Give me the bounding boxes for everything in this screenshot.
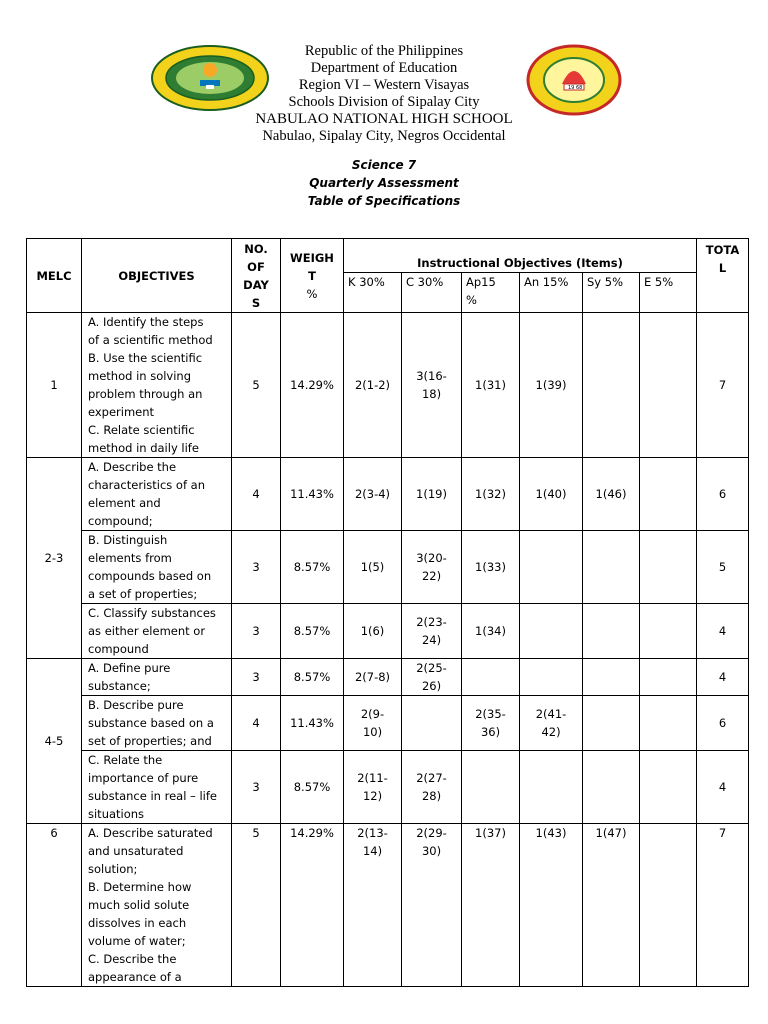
header-weight <box>281 239 344 313</box>
an-items-cell <box>520 458 583 531</box>
ap-items-cell <box>462 824 520 987</box>
table-row <box>27 824 749 987</box>
header-region: Region VI – Western Visayas <box>298 77 470 93</box>
item-range: 1(34) <box>475 624 506 638</box>
total-cell: 4 <box>697 604 749 659</box>
k-items-cell <box>344 604 402 659</box>
weight-cell: 8.57% <box>281 751 344 824</box>
e-items-cell <box>640 313 697 458</box>
header-total-line: TOTA <box>705 243 740 257</box>
ap-items-cell <box>462 458 520 531</box>
header-republic: Republic of the Philippines <box>304 43 464 59</box>
objective-line: as either element or <box>88 624 206 638</box>
header-application-line: Ap15 <box>466 275 496 289</box>
melc-cell: 6 <box>27 824 82 987</box>
c-items-cell <box>402 313 462 458</box>
weight-cell: 8.57% <box>281 604 344 659</box>
header-days-line: DAY <box>243 277 269 292</box>
sy-items-cell <box>583 458 640 531</box>
objective-line: solution; <box>88 862 138 876</box>
k-items-cell <box>344 458 402 531</box>
header-application <box>462 273 520 313</box>
days-cell: 3 <box>232 659 281 696</box>
item-range: 1(47) <box>595 826 627 840</box>
header-weight-line: WEIGH <box>290 250 334 265</box>
objective-line: substance based on a <box>88 716 214 730</box>
total-cell: 4 <box>697 659 749 696</box>
table-row <box>27 458 749 531</box>
item-range: 10) <box>362 725 383 739</box>
item-range: 1(6) <box>360 624 385 638</box>
objectives-cell <box>82 458 232 531</box>
melc-cell: 1 <box>27 313 82 458</box>
e-items-cell <box>640 604 697 659</box>
objective-line: A. Identify the steps <box>88 315 204 329</box>
ap-items-cell <box>462 531 520 604</box>
ap-items-cell <box>462 751 520 824</box>
objective-line: characteristics of an <box>88 478 206 492</box>
objective-line: C. Describe the <box>88 952 177 966</box>
header-weight-line: T <box>308 268 316 283</box>
objective-line: B. Use the scientific <box>88 351 203 365</box>
objective-line: substance; <box>88 679 151 693</box>
objective-line: of a scientific method <box>88 333 213 347</box>
item-range: 2(23- <box>416 615 447 629</box>
days-cell: 4 <box>232 696 281 751</box>
k-items-cell <box>344 824 402 987</box>
an-items-cell <box>520 604 583 659</box>
item-range: 2(25- <box>416 661 447 675</box>
header-total <box>697 239 749 313</box>
objective-line: A. Describe the <box>88 460 177 474</box>
days-cell: 5 <box>232 313 281 458</box>
table-row <box>27 313 749 458</box>
item-range: 2(7-8) <box>354 670 391 684</box>
days-cell: 3 <box>232 751 281 824</box>
item-range: 2(13- <box>357 826 388 840</box>
ap-items-cell <box>462 313 520 458</box>
c-items-cell <box>402 604 462 659</box>
subject-title: Science 7 <box>351 158 417 172</box>
objective-line: C. Classify substances <box>88 606 216 620</box>
sy-items-cell <box>583 824 640 987</box>
e-items-cell <box>640 458 697 531</box>
item-range: 3(20- <box>416 551 447 565</box>
objective-line: compound <box>88 642 149 656</box>
objective-line: A. Describe saturated <box>88 826 213 840</box>
header-comprehension: C 30% <box>402 273 462 313</box>
objective-line: A. Define pure <box>88 661 171 675</box>
header-synthesis: Sy 5% <box>583 273 640 313</box>
item-range: 3(16- <box>416 369 447 383</box>
header-melc: MELC <box>27 239 82 313</box>
item-range: 1(5) <box>360 560 385 574</box>
melc-cell: 2-3 <box>27 458 82 659</box>
header-address: Nabulao, Sipalay City, Negros Occidental <box>262 128 506 144</box>
header-evaluation: E 5% <box>640 273 697 313</box>
header-department: Department of Education <box>310 60 458 76</box>
table-of-specifications <box>26 238 749 987</box>
objectives-cell <box>82 604 232 659</box>
total-cell: 4 <box>697 751 749 824</box>
objective-line: C. Relate scientific <box>88 423 195 437</box>
letterhead <box>0 43 768 111</box>
header-knowledge: K 30% <box>344 273 402 313</box>
item-range: 2(29- <box>416 826 447 840</box>
assessment-title: Quarterly Assessment <box>309 176 459 190</box>
item-range: 1(31) <box>475 378 506 392</box>
an-items-cell <box>520 824 583 987</box>
objectives-cell <box>82 313 232 458</box>
ap-items-cell <box>462 604 520 659</box>
sy-items-cell <box>583 751 640 824</box>
c-items-cell <box>402 659 462 696</box>
item-range: 12) <box>362 789 383 803</box>
sy-items-cell <box>583 659 640 696</box>
objective-line: compounds based on <box>88 569 212 583</box>
objective-line: C. Relate the <box>88 753 163 767</box>
table-row <box>27 696 749 751</box>
k-items-cell <box>344 313 402 458</box>
header-total-line: L <box>718 261 727 275</box>
objectives-cell <box>82 531 232 604</box>
item-range: 2(35- <box>475 707 506 721</box>
header-application-line: % <box>466 293 477 307</box>
item-range: 28) <box>421 789 442 803</box>
item-range: 1(37) <box>475 826 506 840</box>
sy-items-cell <box>583 696 640 751</box>
item-range: 2(11- <box>357 771 388 785</box>
table-row <box>27 604 749 659</box>
objective-line: appearance of a <box>88 970 182 984</box>
item-range: 14) <box>362 844 383 858</box>
document-title: Table of Specifications <box>307 194 461 208</box>
weight-cell: 8.57% <box>281 659 344 696</box>
objective-line: B. Describe pure <box>88 698 184 712</box>
objectives-cell <box>82 659 232 696</box>
item-range: 42) <box>541 725 561 739</box>
objective-line: compound; <box>88 514 153 528</box>
objective-line: experiment <box>88 405 155 419</box>
total-cell: 5 <box>697 531 749 604</box>
days-cell: 5 <box>232 824 281 987</box>
header-instructional-objectives: Instructional Objectives (Items) <box>344 239 697 273</box>
item-range: 2(1-2) <box>354 378 391 392</box>
item-range: 30) <box>421 844 442 858</box>
days-cell: 4 <box>232 458 281 531</box>
total-cell: 6 <box>697 458 749 531</box>
header-days <box>232 239 281 313</box>
c-items-cell <box>402 696 462 751</box>
item-range: 26) <box>421 679 442 693</box>
ap-items-cell <box>462 696 520 751</box>
objective-line: elements from <box>88 551 172 565</box>
e-items-cell <box>640 531 697 604</box>
objective-line: volume of water; <box>88 934 186 948</box>
objective-line: element and <box>88 496 161 510</box>
item-range: 22) <box>421 569 442 583</box>
objective-line: set of properties; and <box>88 734 212 748</box>
sy-items-cell <box>583 313 640 458</box>
an-items-cell <box>520 313 583 458</box>
item-range: 36) <box>480 725 501 739</box>
an-items-cell <box>520 696 583 751</box>
e-items-cell <box>640 659 697 696</box>
item-range: 2(9- <box>360 707 385 721</box>
header-days-line: OF <box>247 259 265 274</box>
melc-cell: 4-5 <box>27 659 82 824</box>
sy-items-cell <box>583 604 640 659</box>
c-items-cell <box>402 458 462 531</box>
objective-line: problem through an <box>88 387 203 401</box>
objectives-cell <box>82 824 232 987</box>
an-items-cell <box>520 751 583 824</box>
e-items-cell <box>640 751 697 824</box>
item-range: 1(33) <box>475 560 506 574</box>
days-cell: 3 <box>232 604 281 659</box>
objective-line: substance in real – life <box>88 789 217 803</box>
k-items-cell <box>344 531 402 604</box>
c-items-cell <box>402 824 462 987</box>
item-range: 2(3-4) <box>354 487 391 501</box>
total-cell: 7 <box>697 824 749 987</box>
objective-line: much solid solute <box>88 898 190 912</box>
objective-line: situations <box>88 807 145 821</box>
item-range: 1(43) <box>535 826 567 840</box>
e-items-cell <box>640 696 697 751</box>
objectives-cell <box>82 751 232 824</box>
objective-line: dissolves in each <box>88 916 187 930</box>
objective-line: method in daily life <box>88 441 199 455</box>
objective-line: B. Determine how <box>88 880 192 894</box>
item-range: 18) <box>421 387 442 401</box>
item-range: 1(19) <box>416 487 447 501</box>
an-items-cell <box>520 659 583 696</box>
item-range: 2(27- <box>416 771 447 785</box>
svg-text:19 68: 19 68 <box>568 85 583 91</box>
item-range: 1(32) <box>475 487 506 501</box>
c-items-cell <box>402 751 462 824</box>
header-school-name: NABULAO NATIONAL HIGH SCHOOL <box>255 111 513 127</box>
objective-line: a set of properties; <box>88 587 198 601</box>
days-cell: 3 <box>232 531 281 604</box>
item-range: 2(41- <box>535 707 567 721</box>
table-row <box>27 531 749 604</box>
weight-cell: 11.43% <box>281 696 344 751</box>
an-items-cell <box>520 531 583 604</box>
total-cell: 6 <box>697 696 749 751</box>
header-days-line: S <box>251 295 261 310</box>
k-items-cell <box>344 751 402 824</box>
header-days-line: NO. <box>244 241 268 256</box>
weight-cell: 11.43% <box>281 458 344 531</box>
item-range: 1(39) <box>535 378 567 392</box>
k-items-cell <box>344 659 402 696</box>
table-row <box>27 659 749 696</box>
ap-items-cell <box>462 659 520 696</box>
e-items-cell <box>640 824 697 987</box>
item-range: 24) <box>421 633 442 647</box>
document-titles <box>0 156 768 210</box>
objective-line: importance of pure <box>88 771 199 785</box>
header-division: Schools Division of Sipalay City <box>288 94 480 110</box>
header-objectives: OBJECTIVES <box>82 239 232 313</box>
item-range: 1(46) <box>595 487 627 501</box>
header-analysis: An 15% <box>520 273 583 313</box>
item-range: 1(40) <box>535 487 567 501</box>
weight-cell: 14.29% <box>281 824 344 987</box>
objectives-cell <box>82 696 232 751</box>
table-row <box>27 751 749 824</box>
k-items-cell <box>344 696 402 751</box>
objective-line: and unsaturated <box>88 844 184 858</box>
c-items-cell <box>402 531 462 604</box>
objective-line: B. Distinguish <box>88 533 168 547</box>
header-weight-line: % <box>306 286 318 301</box>
total-cell: 7 <box>697 313 749 458</box>
sy-items-cell <box>583 531 640 604</box>
weight-cell: 8.57% <box>281 531 344 604</box>
objective-line: method in solving <box>88 369 192 383</box>
weight-cell: 14.29% <box>281 313 344 458</box>
